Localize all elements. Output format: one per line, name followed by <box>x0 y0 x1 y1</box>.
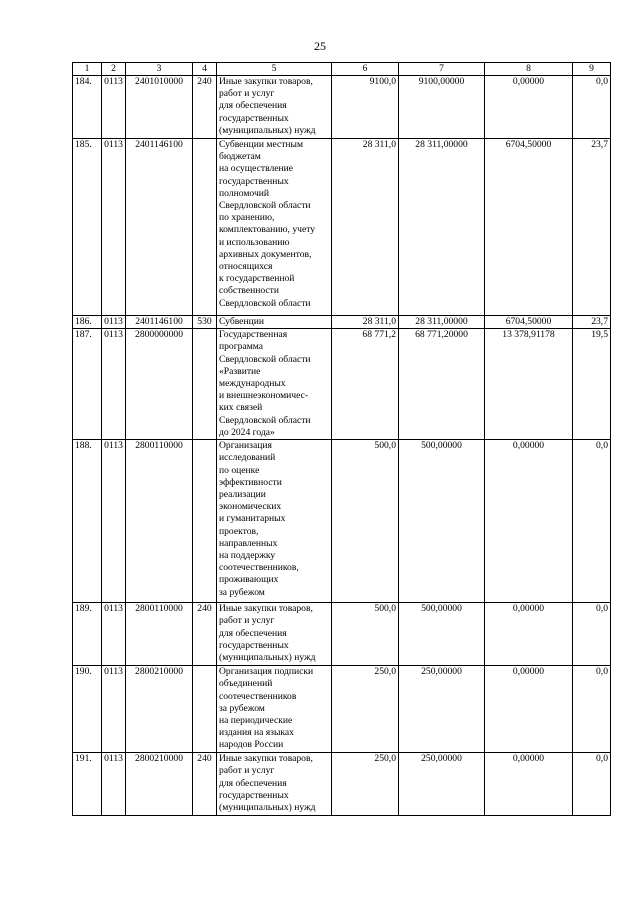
table-row <box>73 76 611 139</box>
target-code: 2401146100 <box>126 139 193 316</box>
table-row <box>73 666 611 753</box>
row-number: 186. <box>73 316 102 329</box>
target-code: 2401010000 <box>126 76 193 139</box>
value-col-8: 0,00000 <box>485 666 573 753</box>
value-col-9: 23,7 <box>573 139 611 316</box>
expense-type <box>193 329 217 440</box>
column-header: 6 <box>332 63 399 76</box>
value-col-8: 0,00000 <box>485 753 573 816</box>
column-header: 5 <box>217 63 332 76</box>
value-col-7: 500,00000 <box>399 440 485 603</box>
item-name: Субвенции <box>217 316 332 329</box>
value-col-7: 28 311,00000 <box>399 316 485 329</box>
value-col-6: 9100,0 <box>332 76 399 139</box>
value-col-7: 9100,00000 <box>399 76 485 139</box>
table-row <box>73 316 611 329</box>
table-row <box>73 603 611 666</box>
target-code: 2401146100 <box>126 316 193 329</box>
column-header: 2 <box>102 63 126 76</box>
section-code: 0113 <box>102 666 126 753</box>
item-name: Государственная программа Свердловской области «Развитие международных и внешнеэкономичес- ких связей Свердловской области до 2024 года» <box>217 329 332 440</box>
item-name: Иные закупки товаров, работ и услуг для обеспечения государственных (муниципальных) нужд <box>217 76 332 139</box>
item-name: Иные закупки товаров, работ и услуг для обеспечения государственных (муниципальных) нужд <box>217 603 332 666</box>
value-col-7: 250,00000 <box>399 753 485 816</box>
value-col-8: 6704,50000 <box>485 139 573 316</box>
table-row <box>73 440 611 603</box>
row-number: 185. <box>73 139 102 316</box>
target-code: 2800110000 <box>126 603 193 666</box>
target-code: 2800000000 <box>126 329 193 440</box>
column-header: 3 <box>126 63 193 76</box>
section-code: 0113 <box>102 316 126 329</box>
row-number: 184. <box>73 76 102 139</box>
section-code: 0113 <box>102 753 126 816</box>
section-code: 0113 <box>102 139 126 316</box>
page-number: 25 <box>314 39 326 53</box>
row-number: 190. <box>73 666 102 753</box>
section-code: 0113 <box>102 329 126 440</box>
value-col-8: 0,00000 <box>485 76 573 139</box>
column-header: 1 <box>73 63 102 76</box>
expense-type <box>193 139 217 316</box>
expense-type: 240 <box>193 76 217 139</box>
column-header: 4 <box>193 63 217 76</box>
table-header-row <box>73 63 611 76</box>
table-row <box>73 329 611 440</box>
value-col-8: 13 378,91178 <box>485 329 573 440</box>
value-col-6: 28 311,0 <box>332 316 399 329</box>
value-col-6: 500,0 <box>332 440 399 603</box>
column-header: 8 <box>485 63 573 76</box>
expense-type: 530 <box>193 316 217 329</box>
value-col-6: 68 771,2 <box>332 329 399 440</box>
row-number: 191. <box>73 753 102 816</box>
item-name: Иные закупки товаров, работ и услуг для обеспечения государственных (муниципальных) нужд <box>217 753 332 816</box>
item-name: Организация подписки объединений соотечественников за рубежом на периодические издания на языках народов России <box>217 666 332 753</box>
value-col-8: 6704,50000 <box>485 316 573 329</box>
value-col-7: 250,00000 <box>399 666 485 753</box>
table-row <box>73 753 611 816</box>
value-col-6: 500,0 <box>332 603 399 666</box>
table-row <box>73 139 611 316</box>
value-col-9: 0,0 <box>573 753 611 816</box>
section-code: 0113 <box>102 440 126 603</box>
item-name: Организация исследований по оценке эффективности реализации экономических и гуманитарных проектов, направленных на поддержку соотечественников, проживающих за рубежом <box>217 440 332 603</box>
expense-type <box>193 440 217 603</box>
value-col-6: 250,0 <box>332 753 399 816</box>
value-col-7: 68 771,20000 <box>399 329 485 440</box>
value-col-9: 19,5 <box>573 329 611 440</box>
value-col-9: 0,0 <box>573 440 611 603</box>
value-col-9: 0,0 <box>573 666 611 753</box>
value-col-9: 0,0 <box>573 76 611 139</box>
target-code: 2800210000 <box>126 666 193 753</box>
target-code: 2800210000 <box>126 753 193 816</box>
expense-type: 240 <box>193 753 217 816</box>
column-header: 9 <box>573 63 611 76</box>
value-col-6: 250,0 <box>332 666 399 753</box>
section-code: 0113 <box>102 76 126 139</box>
row-number: 187. <box>73 329 102 440</box>
target-code: 2800110000 <box>126 440 193 603</box>
value-col-6: 28 311,0 <box>332 139 399 316</box>
value-col-7: 28 311,00000 <box>399 139 485 316</box>
value-col-8: 0,00000 <box>485 440 573 603</box>
column-header: 7 <box>399 63 485 76</box>
value-col-7: 500,00000 <box>399 603 485 666</box>
expense-type <box>193 666 217 753</box>
row-number: 189. <box>73 603 102 666</box>
expense-type: 240 <box>193 603 217 666</box>
row-number: 188. <box>73 440 102 603</box>
budget-table <box>72 62 611 816</box>
value-col-8: 0,00000 <box>485 603 573 666</box>
value-col-9: 23,7 <box>573 316 611 329</box>
item-name: Субвенции местным бюджетам на осуществление государственных полномочий Свердловской области по хранению, комплектованию, учету и использованию архивных документов, относящихся к государственной собственности Свердловской области <box>217 139 332 316</box>
section-code: 0113 <box>102 603 126 666</box>
value-col-9: 0,0 <box>573 603 611 666</box>
